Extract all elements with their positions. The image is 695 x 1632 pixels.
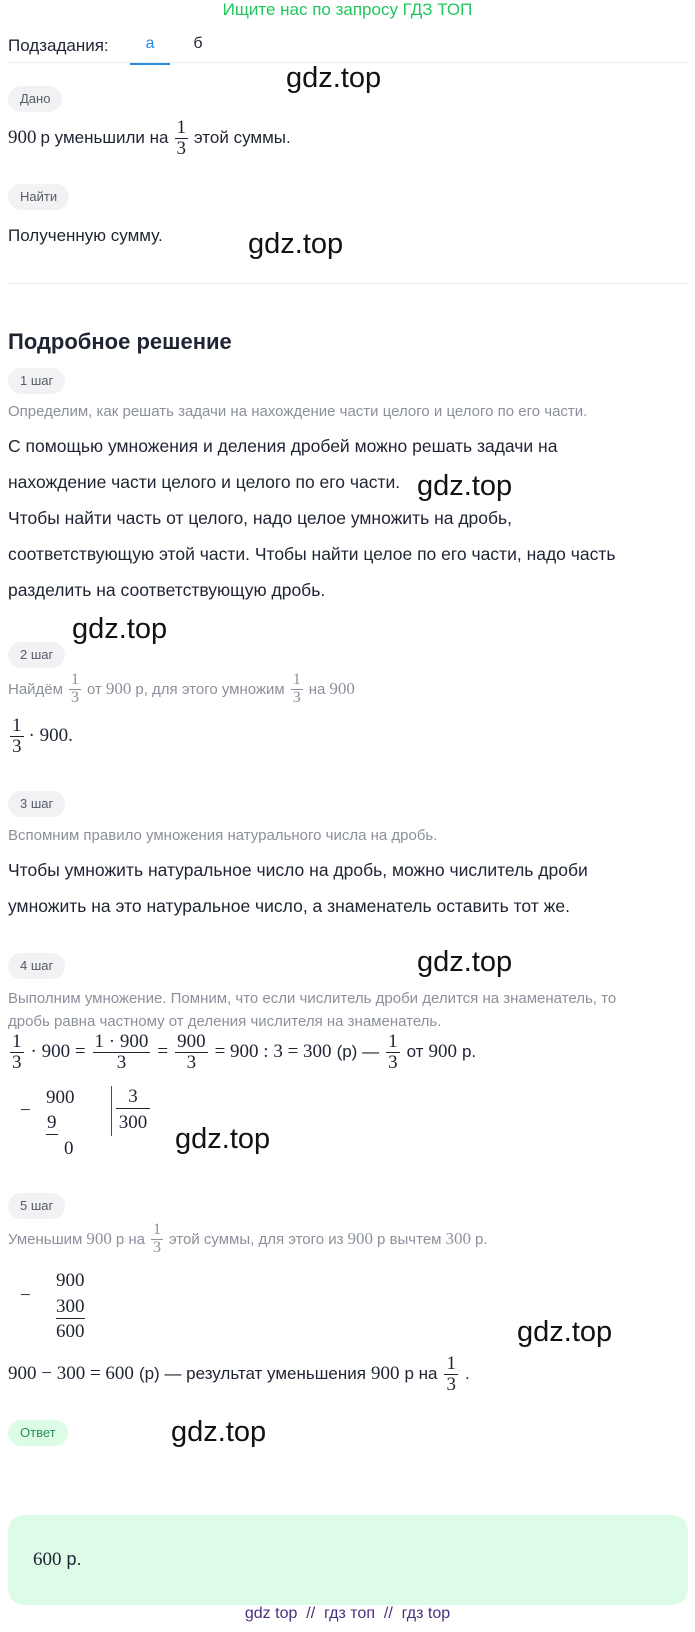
step3-body: Чтобы умножить натуральное число на дробь, можно числитель дроби умножить на это натуральное число, а знаменатель оставить тот же.: [8, 860, 588, 916]
step2-expression: $\frac{1}{3}$ · 900.: [12, 715, 73, 757]
step2-pill: 2 шаг: [8, 642, 65, 668]
watermark: gdz.top: [171, 1416, 267, 1448]
subtraction-subtrahend: 300: [56, 1296, 85, 1317]
top-banner[interactable]: Ищите нас по запросу ГДЗ ТОП: [222, 0, 473, 19]
step4-hint: Выполним умножение. Помним, что если числитель дроби делится на знаменатель, то дробь равна частному от деления числителя на знаменатель.: [8, 990, 617, 1030]
watermark: gdz.top: [417, 946, 513, 978]
fraction: $\frac{1}{3}$: [446, 1353, 456, 1395]
watermark: gdz.top: [72, 613, 168, 645]
step5-hint: Уменьшим 900 р на $\frac{1}{3}$ этой суммы, для этого из 900 р вычтем 300 р.: [8, 1221, 488, 1256]
divider: [8, 283, 688, 284]
given-pill: Дано: [8, 86, 62, 112]
given-text-after: этой суммы.: [194, 128, 291, 148]
watermark: gdz.top: [517, 1316, 613, 1348]
subtraction-minus: −: [20, 1285, 31, 1306]
watermark: gdz.top: [248, 228, 344, 260]
footer-links[interactable]: gdz top // гдз топ // гдз top: [244, 1605, 451, 1622]
step4-equation: $\frac{1}{3}$ · 900 = $\frac{1 \cdot 900}{3}$ = $\frac{900}{3}$ = 900 : 3 = 300 (р) — $\frac{1}{3}$ от 900 р.: [12, 1031, 477, 1073]
fraction: $\frac{1 \cdot 900}{3}$: [94, 1031, 149, 1073]
fraction: $\frac{900}{3}$: [177, 1031, 206, 1073]
step4-pill: 4 шаг: [8, 953, 65, 979]
division-divisor: 3: [116, 1086, 150, 1109]
given-fraction: $\frac{1}{3}$: [176, 117, 186, 159]
subtraction-difference: 600: [56, 1321, 85, 1342]
fraction: $\frac{1}{3}$: [292, 671, 301, 706]
subtasks-label: Подзадания:: [8, 36, 109, 55]
step2-hint: Найдём $\frac{1}{3}$ от 900 р, для этого умножим $\frac{1}{3}$ на 900: [8, 671, 355, 706]
answer-box: [8, 1515, 688, 1605]
watermark: gdz.top: [175, 1123, 271, 1155]
given-text: [8, 118, 291, 159]
step3-hint: Вспомним правило умножения натурального числа на дробь.: [8, 827, 438, 844]
division-bar: [111, 1086, 112, 1136]
tab-a[interactable]: а: [130, 35, 170, 65]
answer-pill: Ответ: [8, 1420, 68, 1446]
division-quotient: 300: [118, 1112, 148, 1133]
fraction: $\frac{1}{3}$: [12, 715, 22, 757]
given-text-before: р уменьшили на: [40, 128, 169, 148]
step5-result: 900 − 300 = 600 (р) — результат уменьшения 900 р на $\frac{1}{3}$ .: [8, 1353, 470, 1395]
solution-title: Подробное решение: [8, 329, 232, 354]
step1-hint: Определим, как решать задачи на нахождение части целого и целого по его части.: [8, 403, 588, 420]
step3-pill: 3 шаг: [8, 791, 65, 817]
division-remainder: 0: [64, 1138, 74, 1159]
find-pill: Найти: [8, 184, 69, 210]
fraction: $\frac{1}{3}$: [388, 1031, 398, 1073]
step5-pill: 5 шаг: [8, 1193, 65, 1219]
division-minus: −: [20, 1100, 31, 1121]
division-subtrahend: 9: [47, 1112, 57, 1133]
watermark: gdz.top: [286, 62, 382, 94]
fraction: $\frac{1}{3}$: [12, 1031, 22, 1073]
fraction: $\frac{1}{3}$: [70, 671, 79, 706]
find-text: Полученную сумму.: [8, 226, 163, 245]
tab-b[interactable]: б: [193, 35, 203, 52]
step1-pill: 1 шаг: [8, 368, 65, 394]
subtraction-minuend: 900: [56, 1270, 85, 1291]
fraction: $\frac{1}{3}$: [152, 1221, 161, 1256]
watermark: gdz.top: [417, 470, 513, 502]
division-dividend: 900: [46, 1087, 75, 1108]
answer-value: 600 р.: [33, 1549, 82, 1570]
given-amount: 900: [8, 127, 37, 149]
step1-body: С помощью умножения и деления дробей можно решать задачи на нахождение части целого и целого по его части. Чтобы найти часть от целого, надо целое умножить на дробь, соответствующую этой части. Чтобы найти целое по его части, надо часть разделить на соответствующую дробь.: [8, 436, 616, 600]
